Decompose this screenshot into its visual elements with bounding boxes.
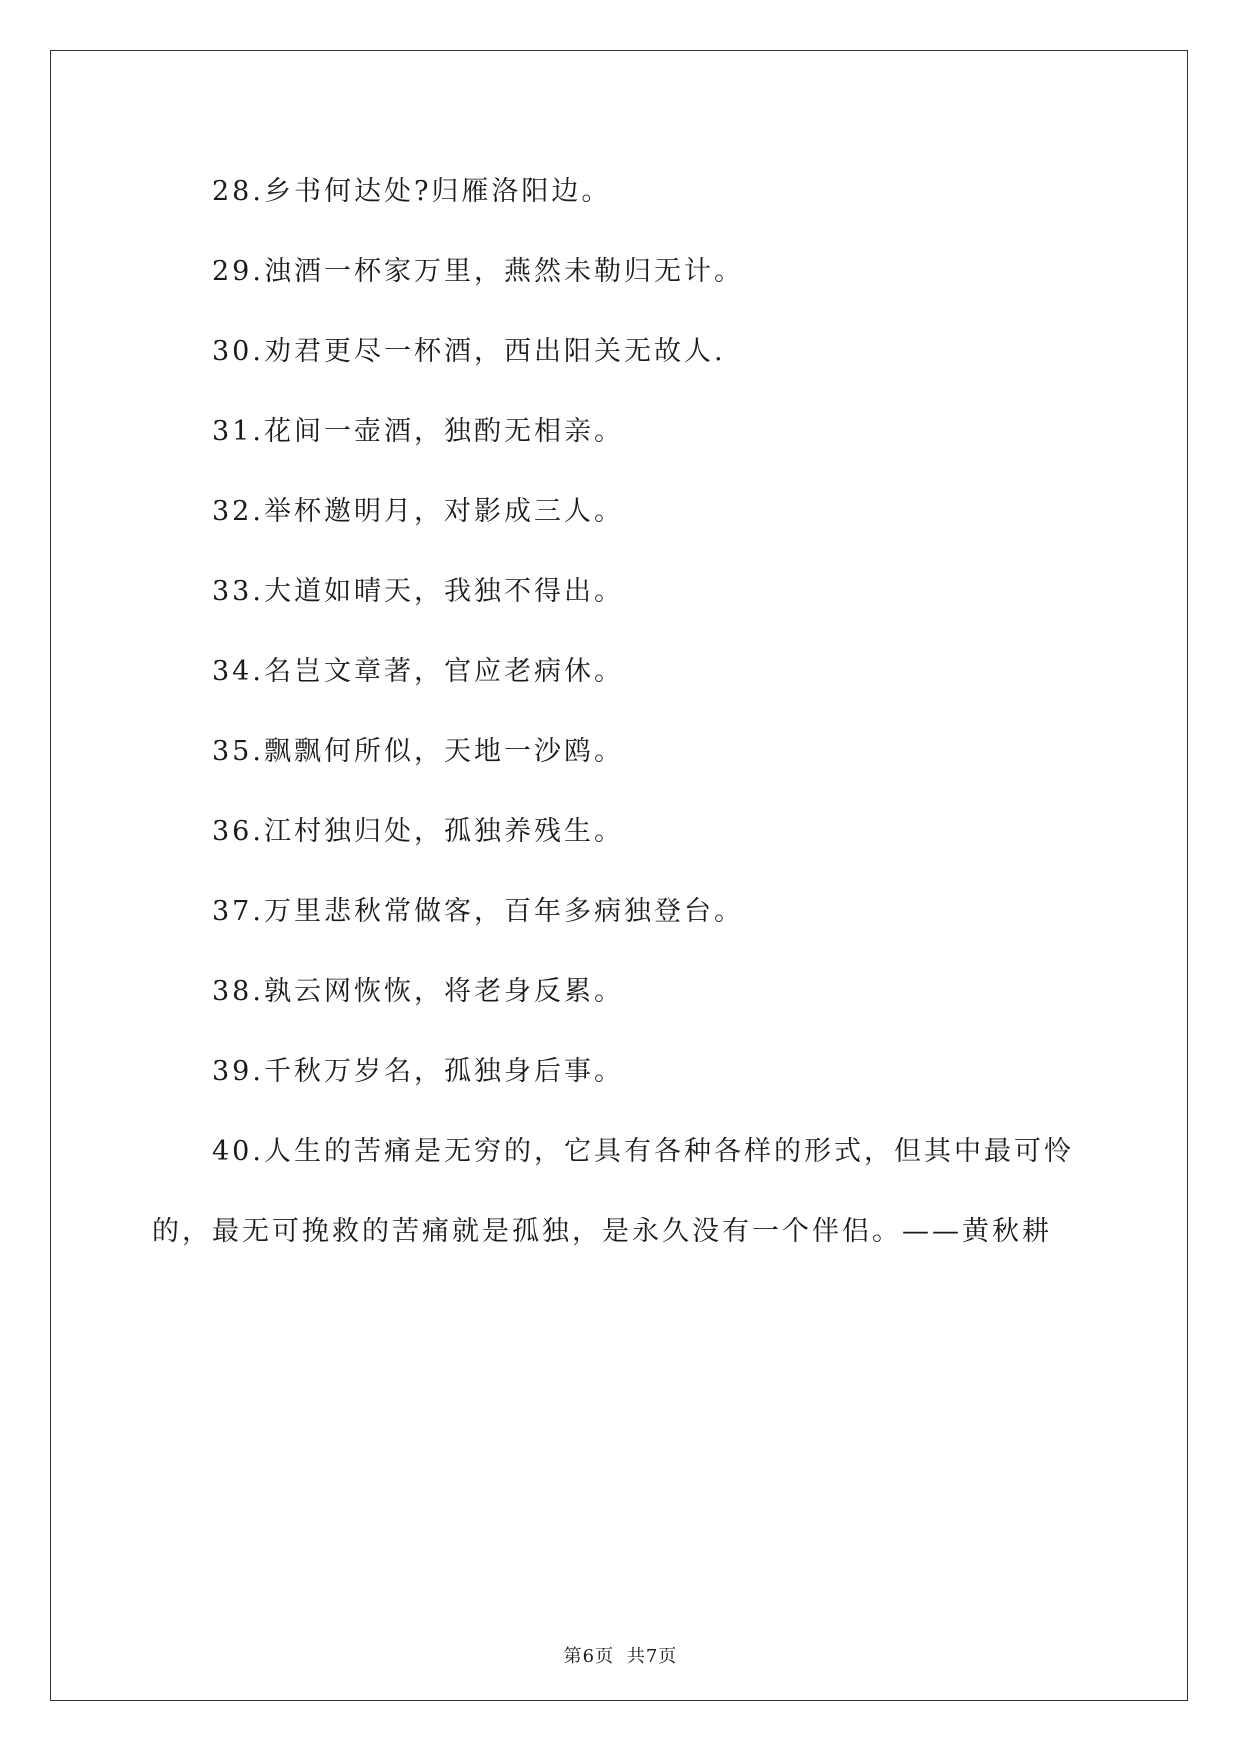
poem-line-28: 28.乡书何达处?归雁洛阳边。	[212, 176, 612, 207]
poem-line-29: 29.浊酒一杯家万里，燕然未勒归无计。	[212, 256, 744, 287]
page-number: 第6页	[563, 1646, 615, 1667]
poem-line-36: 36.江村独归处，孤独养残生。	[212, 816, 624, 847]
poem-line-34: 34.名岂文章著，官应老病休。	[212, 656, 624, 687]
page-border	[50, 50, 1188, 1701]
poem-line-38: 38.孰云网恢恢，将老身反累。	[212, 976, 624, 1007]
poem-line-30: 30.劝君更尽一杯酒，西出阳关无故人.	[212, 336, 726, 367]
paragraph-40-line-2: 的，最无可挽救的苦痛就是孤独，是永久没有一个伴侣。——黄秋耕	[152, 1216, 1052, 1247]
page-total: 共7页	[626, 1646, 678, 1667]
poem-line-39: 39.千秋万岁名，孤独身后事。	[212, 1056, 624, 1087]
poem-line-35: 35.飘飘何所似，天地一沙鸥。	[212, 736, 624, 767]
poem-line-37: 37.万里悲秋常做客，百年多病独登台。	[212, 896, 744, 927]
page-footer	[0, 1642, 1241, 1668]
paragraph-40-line-1: 40.人生的苦痛是无穷的，它具有各种各样的形式，但其中最可怜	[212, 1136, 1074, 1167]
poem-line-33: 33.大道如晴天，我独不得出。	[212, 576, 624, 607]
poem-line-31: 31.花间一壶酒，独酌无相亲。	[212, 416, 624, 447]
poem-line-32: 32.举杯邀明月，对影成三人。	[212, 496, 624, 527]
